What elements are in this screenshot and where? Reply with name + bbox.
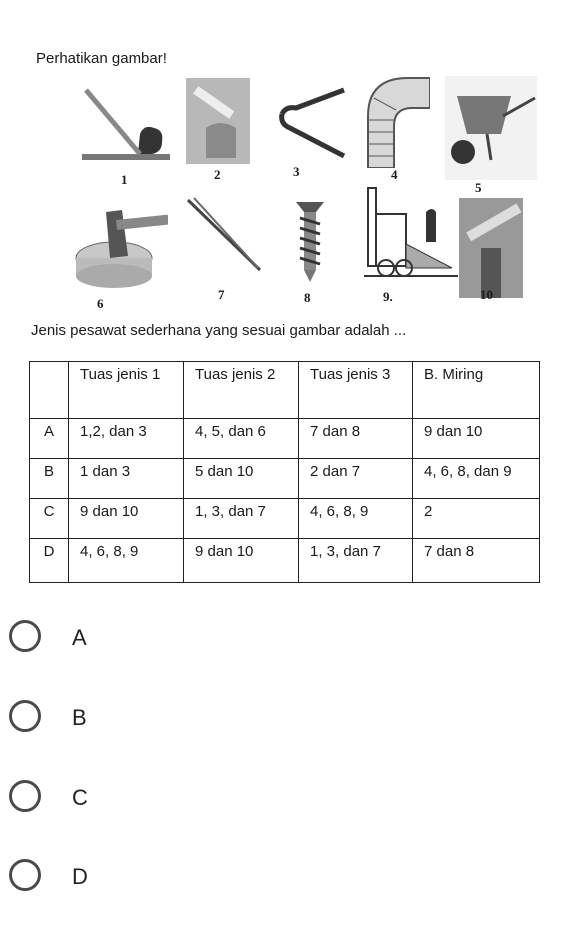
figure-label-8: 8 — [304, 290, 311, 305]
table-cell: 2 — [413, 499, 540, 539]
table-row — [30, 459, 540, 499]
table-cell: B — [30, 459, 69, 499]
table-row — [30, 499, 540, 539]
option-label: A — [72, 625, 87, 650]
table-cell: 4, 5, dan 6 — [184, 419, 299, 459]
table-header-cell — [30, 362, 69, 419]
table-cell: 7 dan 8 — [299, 419, 413, 459]
tongs-picture — [276, 86, 346, 158]
table-cell: 2 dan 7 — [299, 459, 413, 499]
option-label: C — [72, 785, 88, 810]
figure-label-2: 2 — [214, 167, 221, 182]
table-cell: 1, 3, dan 7 — [184, 499, 299, 539]
table-header-cell: B. Miring — [413, 362, 540, 419]
table-cell: 7 dan 8 — [413, 539, 540, 583]
table-cell: 9 dan 10 — [184, 539, 299, 583]
staircase-picture — [364, 76, 430, 168]
table-cell: 4, 6, 8, 9 — [299, 499, 413, 539]
table-cell: D — [30, 539, 69, 583]
table-cell: 9 dan 10 — [413, 419, 540, 459]
option-label: B — [72, 705, 87, 730]
table-cell: 4, 6, 8, dan 9 — [413, 459, 540, 499]
tweezers-picture — [184, 196, 264, 276]
wheelbarrow-picture — [445, 76, 537, 180]
figure-label-1: 1 — [121, 172, 128, 187]
option-label: D — [72, 864, 88, 889]
question-intro: Perhatikan gambar! — [36, 50, 167, 67]
table-cell: A — [30, 419, 69, 459]
screw-picture — [294, 200, 326, 282]
figure-label-7: 7 — [218, 287, 225, 302]
option-a[interactable] — [9, 620, 309, 660]
option-c[interactable] — [9, 780, 309, 820]
hand-tool-picture — [186, 78, 250, 164]
ramp-picture — [364, 184, 458, 288]
table-header-cell: Tuas jenis 1 — [69, 362, 184, 419]
option-b[interactable] — [9, 700, 309, 740]
table-row — [30, 419, 540, 459]
bottle-opener-picture — [459, 198, 523, 298]
table-cell: 4, 6, 8, 9 — [69, 539, 184, 583]
table-cell: 9 dan 10 — [69, 499, 184, 539]
question-text: Jenis pesawat sederhana yang sesuai gambar adalah ... — [31, 322, 407, 339]
option-d[interactable] — [9, 859, 309, 899]
table-header-cell: Tuas jenis 3 — [299, 362, 413, 419]
radio-button-b[interactable] — [9, 700, 41, 732]
table-header-cell: Tuas jenis 2 — [184, 362, 299, 419]
figure-label-5: 5 — [475, 180, 482, 195]
figure-label-6: 6 — [97, 296, 104, 311]
table-row — [30, 539, 540, 583]
radio-button-a[interactable] — [9, 620, 41, 652]
figure-label-9: 9. — [383, 289, 393, 304]
figure-label-4: 4 — [391, 167, 398, 182]
table-cell: 1, 3, dan 7 — [299, 539, 413, 583]
axe-picture — [72, 210, 168, 290]
answer-table — [29, 361, 540, 583]
table-header-row — [30, 362, 540, 419]
table-cell: 1 dan 3 — [69, 459, 184, 499]
table-cell: 1,2, dan 3 — [69, 419, 184, 459]
radio-button-d[interactable] — [9, 859, 41, 891]
radio-button-c[interactable] — [9, 780, 41, 812]
crowbar-picture — [82, 86, 170, 166]
figure-label-3: 3 — [293, 164, 300, 179]
table-cell: 5 dan 10 — [184, 459, 299, 499]
table-cell: C — [30, 499, 69, 539]
figure-label-10: 10 — [480, 287, 493, 302]
